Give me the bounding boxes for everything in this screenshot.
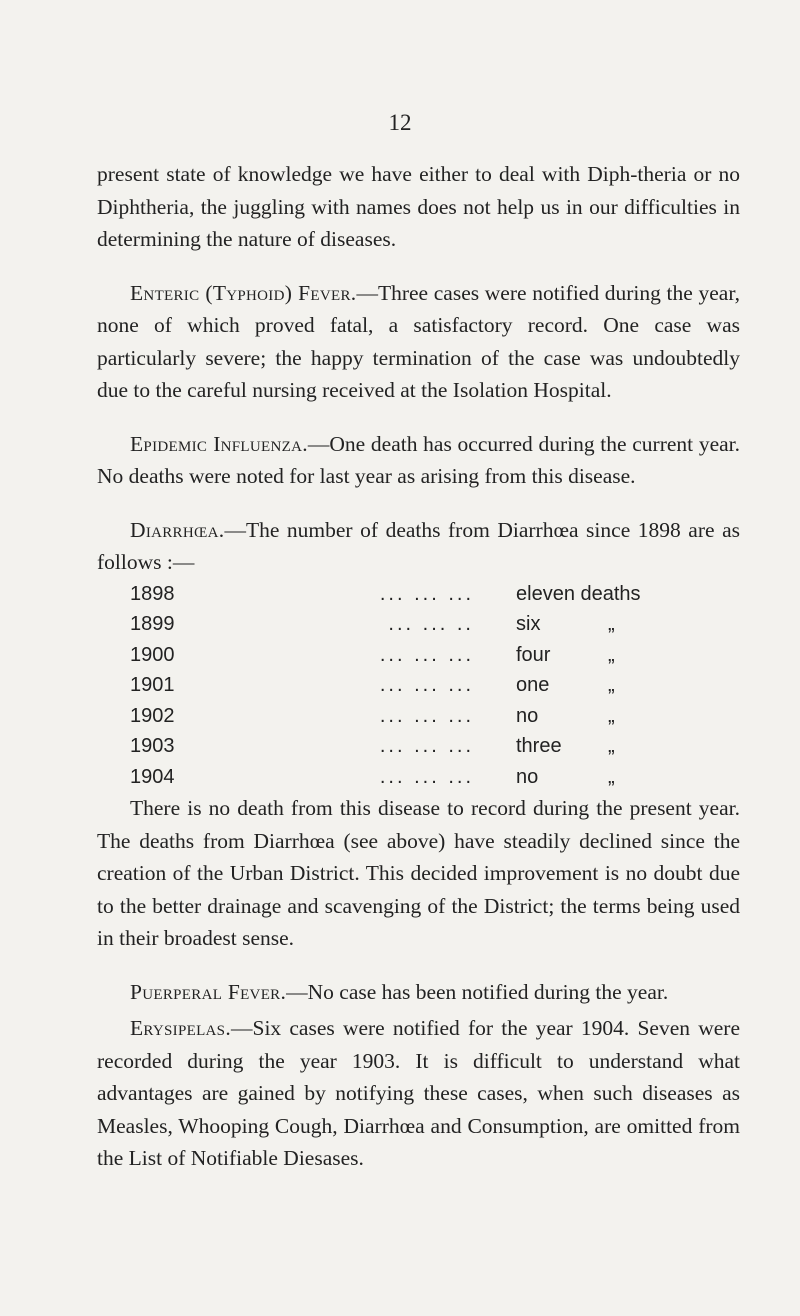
table-row: [130, 762, 740, 793]
table-ditto-mark: „: [608, 704, 615, 727]
table-count: no: [516, 704, 539, 727]
table-ditto-mark: „: [608, 643, 615, 666]
table-leader-dots: ... ... ...: [379, 735, 474, 757]
table-leader-dots: ... ... ...: [379, 765, 474, 788]
diarrhoea-heading: Diarrhœa.: [130, 517, 225, 542]
puerperal-paragraph: [97, 976, 740, 1009]
table-leader-dots: ... ... ...: [379, 582, 474, 605]
table-year: 1898: [130, 582, 175, 605]
table-count: three: [516, 735, 562, 757]
diarrhoea-text: —The number of deaths from Diarrhœa since 1898 are as follows :—: [97, 517, 740, 574]
enteric-paragraph: [97, 277, 740, 407]
table-year: 1901: [130, 674, 175, 696]
table-row: [130, 670, 740, 701]
table-row: [130, 701, 740, 732]
table-leader-dots: ... ... ...: [379, 674, 474, 696]
table-year: 1900: [130, 643, 175, 666]
puerperal-text: —No case has been notified during the year.: [286, 979, 669, 1004]
table-row: [130, 579, 740, 610]
page-body: [97, 158, 740, 1175]
table-ditto-mark: „: [608, 674, 615, 696]
table-ditto-mark: „: [608, 765, 615, 788]
influenza-paragraph: [97, 428, 740, 493]
table-row: [130, 731, 740, 762]
erysipelas-paragraph: [97, 1012, 740, 1175]
enteric-heading: Enteric (Typhoid) Fever.: [130, 280, 357, 305]
enteric-text: —Three cases were notified during the year, none of which proved fatal, a satisfactory record. One case was particularly severe; the happy termination of the case was undoubtedly due to the careful nursing received at the Isolation Hospital.: [97, 280, 740, 402]
table-year: 1902: [130, 704, 175, 727]
table-row: [130, 640, 740, 671]
page-number: 12: [388, 110, 412, 135]
table-year: 1903: [130, 735, 175, 757]
table-count: four: [516, 643, 551, 666]
table-year: 1899: [130, 613, 175, 635]
table-row: [130, 609, 740, 640]
diarrhoea-paragraph: [97, 514, 740, 579]
intro-paragraph: present state of knowledge we have either to deal with Diph-theria or no Diphtheria, the juggling with names does not help us in our difficulties in determining the nature of diseases.: [97, 162, 740, 251]
puerperal-heading: Puerperal Fever.: [130, 979, 287, 1004]
influenza-text: —One death has occurred during the current year. No deaths were noted for last year as arising from this disease.: [97, 431, 740, 488]
table-leader-dots: ... ... ..: [388, 613, 474, 635]
table-count: six: [516, 613, 541, 635]
influenza-heading: Epidemic Influenza.: [130, 431, 308, 456]
table-count: no: [516, 765, 539, 788]
table-ditto-mark: „: [608, 735, 615, 757]
table-year: 1904: [130, 765, 175, 788]
diarrhoea-after-paragraph: There is no death from this disease to record during the present year. The deaths from Diarrhœa (see above) have steadily declined since the creation of the Urban District. This decided improvement is no doubt due to the better drainage and scavenging of the District; the terms being used in their broadest sense.: [97, 796, 740, 950]
erysipelas-heading: Erysipelas.: [130, 1016, 231, 1040]
table-leader-dots: ... ... ...: [379, 704, 474, 727]
diarrhoea-deaths-table: [130, 579, 740, 793]
table-leader-dots: ... ... ...: [379, 643, 474, 666]
erysipelas-text: —Six cases were notified for the year 1904. Seven were recorded during the year 1903. It is difficult to understand what advantages are gained by notifying these cases, when such diseases as Measles, Whooping Cough, Diarrhœa and Consumption, are omitted from the List of Notifiable Diesases.: [97, 1016, 740, 1170]
table-count: one: [516, 674, 550, 696]
table-ditto-mark: „: [608, 613, 615, 635]
table-count: eleven deaths: [516, 582, 641, 605]
